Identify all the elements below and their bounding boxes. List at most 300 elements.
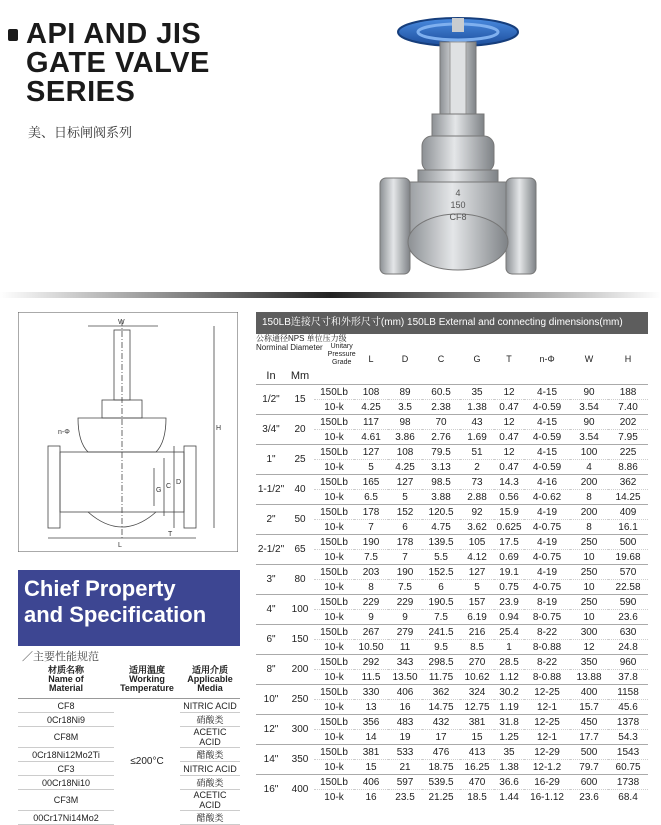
- dim-cell: 14: [354, 730, 388, 745]
- table-row: [256, 400, 648, 415]
- dim-cell: 4-15: [524, 415, 570, 430]
- dim-cell: 16.1: [608, 520, 648, 535]
- dim-cell: 10-k: [314, 490, 354, 505]
- dim-cell: 4-16: [524, 475, 570, 490]
- label-t: T: [168, 531, 173, 538]
- dim-cell: 5.5: [422, 550, 460, 565]
- dim-cell: 68.4: [608, 790, 648, 805]
- dim-cell: 12-25: [524, 685, 570, 700]
- dim-cell: 229: [354, 595, 388, 610]
- dim-cell: 3.62: [460, 520, 494, 535]
- dim-cell: 25.4: [494, 625, 524, 640]
- dim-cell: 4-0.59: [524, 460, 570, 475]
- material-cell: 00Cr18Ni10: [18, 776, 114, 790]
- dim-cell: 2: [460, 460, 494, 475]
- dim-cell: 1.19: [494, 700, 524, 715]
- table-row: [256, 460, 648, 475]
- material-cell: 00Cr17Ni14Mo2: [18, 811, 114, 825]
- dim-cell: 10-k: [314, 610, 354, 625]
- dim-cell: 4.25: [354, 400, 388, 415]
- dim-cell: 4.75: [422, 520, 460, 535]
- dim-cell: 6: [388, 520, 422, 535]
- dim-cell: 117: [354, 415, 388, 430]
- dim-cell: 105: [460, 535, 494, 550]
- dim-cell: 150Lb: [314, 505, 354, 520]
- dim-cell: 8: [570, 490, 608, 505]
- dim-cell: 381: [460, 715, 494, 730]
- dim-cell: 8: [570, 520, 608, 535]
- dim-cell: 432: [422, 715, 460, 730]
- table-row: [256, 535, 648, 550]
- dim-cell: 4.61: [354, 430, 388, 445]
- dim-cell: 597: [388, 775, 422, 790]
- dim-cell: 10-k: [314, 430, 354, 445]
- size-mm-cell: 250: [286, 685, 314, 715]
- dim-cell: 10: [570, 550, 608, 565]
- dim-cell: 1.44: [494, 790, 524, 805]
- dim-cell: 4-19: [524, 565, 570, 580]
- dim-cell: 30.2: [494, 685, 524, 700]
- col-header: W: [584, 354, 594, 364]
- material-cell: 0Cr18Ni9: [18, 713, 114, 727]
- dim-cell: 0.69: [494, 550, 524, 565]
- table-row: [256, 700, 648, 715]
- dim-cell: 10.50: [354, 640, 388, 655]
- table-row: [256, 775, 648, 790]
- dim-cell: 10-k: [314, 790, 354, 805]
- dim-cell: 23.5: [388, 790, 422, 805]
- dim-cell: 0.56: [494, 490, 524, 505]
- dim-cell: 150Lb: [314, 715, 354, 730]
- table-row: [256, 715, 648, 730]
- dim-cell: 1738: [608, 775, 648, 790]
- dim-cell: 150Lb: [314, 415, 354, 430]
- dim-cell: 17.7: [570, 730, 608, 745]
- dim-cell: 6.5: [354, 490, 388, 505]
- dim-cell: 18.5: [460, 790, 494, 805]
- size-mm-cell: 80: [286, 565, 314, 595]
- dim-cell: 13.50: [388, 670, 422, 685]
- dim-cell: 178: [388, 535, 422, 550]
- dim-cell: 3.13: [422, 460, 460, 475]
- media-cell: NITRIC ACID: [180, 699, 240, 713]
- dim-cell: 3.5: [388, 400, 422, 415]
- table-row: [256, 475, 648, 490]
- material-cell: CF3M: [18, 790, 114, 811]
- dim-cell: 12: [494, 415, 524, 430]
- dim-cell: 5: [388, 490, 422, 505]
- dim-cell: 330: [354, 685, 388, 700]
- table-row: [256, 445, 648, 460]
- chief-property-title: [24, 576, 244, 628]
- dim-cell: 21.25: [422, 790, 460, 805]
- dim-cell: 1.38: [494, 760, 524, 775]
- table-row: [256, 745, 648, 760]
- dim-cell: 21: [388, 760, 422, 775]
- table-row: [256, 550, 648, 565]
- dim-cell: 10-k: [314, 550, 354, 565]
- dim-cell: 23.9: [494, 595, 524, 610]
- size-in-cell: 1/2": [256, 385, 286, 415]
- table-row: [256, 655, 648, 670]
- dim-cell: 10-k: [314, 580, 354, 595]
- dim-cell: 279: [388, 625, 422, 640]
- dim-cell: 17.5: [494, 535, 524, 550]
- table-row: [256, 415, 648, 430]
- dim-cell: 150Lb: [314, 595, 354, 610]
- dim-cell: 6: [422, 580, 460, 595]
- dim-cell: 10-k: [314, 460, 354, 475]
- media-cell: 硝酸类: [180, 776, 240, 790]
- dim-cell: 7.5: [422, 610, 460, 625]
- dim-cell: 10-k: [314, 400, 354, 415]
- spec-header-row: [18, 660, 240, 699]
- dim-cell: 8-0.88: [524, 640, 570, 655]
- material-cell: CF3: [18, 762, 114, 776]
- page-subtitle: 美、日标闸阀系列: [28, 125, 133, 140]
- dim-cell: 4: [570, 460, 608, 475]
- dim-cell: 10-k: [314, 760, 354, 775]
- dim-cell: 150Lb: [314, 775, 354, 790]
- dim-cell: 60.5: [422, 385, 460, 400]
- dim-cell: 190.5: [422, 595, 460, 610]
- dim-cell: 4-0.75: [524, 550, 570, 565]
- dim-cell: 500: [608, 535, 648, 550]
- dim-cell: 10: [570, 580, 608, 595]
- dim-cell: 108: [388, 445, 422, 460]
- dim-cell: 152: [388, 505, 422, 520]
- media-cell: ACETIC ACID: [180, 790, 240, 811]
- dim-cell: 37.8: [608, 670, 648, 685]
- table-row: [256, 505, 648, 520]
- dim-cell: 362: [608, 475, 648, 490]
- dim-cell: 409: [608, 505, 648, 520]
- table-row: [256, 385, 648, 400]
- dim-cell: 3.86: [388, 430, 422, 445]
- dim-cell: 350: [570, 655, 608, 670]
- col-temperature: 适用温度 Working Temperature: [114, 660, 180, 699]
- size-mm-cell: 100: [286, 595, 314, 625]
- dim-cell: 267: [354, 625, 388, 640]
- dim-cell: 4-19: [524, 505, 570, 520]
- dim-cell: 36.6: [494, 775, 524, 790]
- dim-cell: 202: [608, 415, 648, 430]
- label-l: L: [118, 542, 122, 549]
- dim-cell: 4-0.59: [524, 400, 570, 415]
- dim-cell: 250: [570, 535, 608, 550]
- size-in-cell: 12": [256, 715, 286, 745]
- col-header: H: [624, 354, 632, 364]
- dim-cell: 152.5: [422, 565, 460, 580]
- dim-cell: 4-15: [524, 385, 570, 400]
- dim-cell: 54.3: [608, 730, 648, 745]
- dim-cell: 9: [388, 610, 422, 625]
- dim-cell: 203: [354, 565, 388, 580]
- dim-cell: 92: [460, 505, 494, 520]
- technical-drawing: [18, 312, 238, 552]
- dim-cell: 150Lb: [314, 445, 354, 460]
- nominal-diameter-header: 公称通径NPS 单位压力级 Norminal Diameter Unitary Pressure Grade: [256, 334, 356, 366]
- dim-cell: 14.75: [422, 700, 460, 715]
- dimensions-title: 150LB连接尺寸和外形尺寸(mm) 150LB External and connecting dimensions(mm): [256, 312, 648, 334]
- col-header: C: [437, 354, 445, 364]
- dim-cell: 10-k: [314, 670, 354, 685]
- size-mm-cell: 50: [286, 505, 314, 535]
- dim-cell: 4.12: [460, 550, 494, 565]
- dim-cell: 1158: [608, 685, 648, 700]
- dim-cell: 13.88: [570, 670, 608, 685]
- dims-header-row: [256, 334, 648, 367]
- dim-cell: 2.88: [460, 490, 494, 505]
- dim-cell: 89: [388, 385, 422, 400]
- dim-cell: 1543: [608, 745, 648, 760]
- dim-cell: 108: [354, 385, 388, 400]
- chief-property-subtitle: ／主要性能规范: [22, 651, 99, 663]
- dim-cell: 4-0.62: [524, 490, 570, 505]
- dim-cell: 1.38: [460, 400, 494, 415]
- valve-marking-class: 150: [450, 200, 466, 210]
- dim-cell: 31.8: [494, 715, 524, 730]
- dim-cell: 4-15: [524, 445, 570, 460]
- dim-cell: 381: [354, 745, 388, 760]
- dim-cell: 0.75: [494, 580, 524, 595]
- dim-cell: 8-22: [524, 625, 570, 640]
- dim-cell: 483: [388, 715, 422, 730]
- col-header: G: [473, 354, 481, 364]
- dim-cell: 1.12: [494, 670, 524, 685]
- chief-property-title-line-1: Chief Property: [24, 576, 176, 601]
- dim-cell: 19: [388, 730, 422, 745]
- dim-cell: 10-k: [314, 520, 354, 535]
- dim-cell: 4-19: [524, 535, 570, 550]
- dim-cell: 165: [354, 475, 388, 490]
- dim-cell: 45.6: [608, 700, 648, 715]
- dim-cell: 4-0.59: [524, 430, 570, 445]
- dim-cell: 19.1: [494, 565, 524, 580]
- dim-cell: 9: [354, 610, 388, 625]
- title-line-3: SERIES: [26, 76, 136, 108]
- label-g: G: [156, 487, 162, 494]
- dim-cell: 15: [354, 760, 388, 775]
- dim-cell: 8-0.75: [524, 610, 570, 625]
- dim-cell: 79.7: [570, 760, 608, 775]
- dim-cell: 2.76: [422, 430, 460, 445]
- table-row: [256, 430, 648, 445]
- in-header: In: [266, 369, 276, 382]
- dim-cell: 500: [570, 745, 608, 760]
- dim-cell: 0.47: [494, 430, 524, 445]
- dim-cell: 250: [570, 595, 608, 610]
- dim-cell: 1.25: [494, 730, 524, 745]
- title-line-2: GATE VALVE: [26, 47, 210, 79]
- dim-cell: 150Lb: [314, 655, 354, 670]
- dim-cell: 229: [388, 595, 422, 610]
- dim-cell: 12: [570, 640, 608, 655]
- dim-cell: 15.7: [570, 700, 608, 715]
- dim-cell: 16: [388, 700, 422, 715]
- col-header: T: [506, 354, 512, 364]
- size-in-cell: 8": [256, 655, 286, 685]
- size-in-cell: 10": [256, 685, 286, 715]
- valve-marking-material: CF8: [449, 212, 467, 222]
- dim-cell: 11.75: [422, 670, 460, 685]
- dim-cell: 324: [460, 685, 494, 700]
- dim-cell: 4-0.75: [524, 520, 570, 535]
- dim-cell: 127: [354, 445, 388, 460]
- dim-cell: 8: [354, 580, 388, 595]
- table-row: [256, 580, 648, 595]
- dim-cell: 98: [388, 415, 422, 430]
- label-c: C: [166, 483, 172, 490]
- dim-cell: 3.88: [422, 490, 460, 505]
- dim-cell: 190: [388, 565, 422, 580]
- page-title: [26, 20, 266, 107]
- dim-cell: 476: [422, 745, 460, 760]
- dim-cell: 19.68: [608, 550, 648, 565]
- dim-cell: 2.38: [422, 400, 460, 415]
- dim-cell: 23.6: [570, 790, 608, 805]
- dim-cell: 10.62: [460, 670, 494, 685]
- dim-cell: 11.5: [354, 670, 388, 685]
- dim-cell: 200: [570, 505, 608, 520]
- table-row: [256, 490, 648, 505]
- dim-cell: 15.9: [494, 505, 524, 520]
- dim-cell: 343: [388, 655, 422, 670]
- dim-cell: 190: [354, 535, 388, 550]
- dim-cell: 10-k: [314, 700, 354, 715]
- dim-cell: 8-0.88: [524, 670, 570, 685]
- dim-cell: 43: [460, 415, 494, 430]
- dim-cell: 127: [388, 475, 422, 490]
- dim-cell: 6.19: [460, 610, 494, 625]
- dim-cell: 11: [388, 640, 422, 655]
- dim-cell: 570: [608, 565, 648, 580]
- dim-cell: 533: [388, 745, 422, 760]
- size-mm-cell: 300: [286, 715, 314, 745]
- dim-cell: 16: [354, 790, 388, 805]
- dim-cell: 35: [460, 385, 494, 400]
- dim-cell: 90: [570, 385, 608, 400]
- dim-cell: 51: [460, 445, 494, 460]
- dim-cell: 241.5: [422, 625, 460, 640]
- table-row: [256, 595, 648, 610]
- size-in-cell: 16": [256, 775, 286, 805]
- dim-cell: 150Lb: [314, 565, 354, 580]
- dim-cell: 17: [422, 730, 460, 745]
- dim-cell: 12: [494, 445, 524, 460]
- dim-cell: 8-19: [524, 595, 570, 610]
- dim-cell: 120.5: [422, 505, 460, 520]
- dim-cell: 8.86: [608, 460, 648, 475]
- dim-cell: 12-25: [524, 715, 570, 730]
- size-mm-cell: 200: [286, 655, 314, 685]
- media-cell: NITRIC ACID: [180, 762, 240, 776]
- dim-cell: 1378: [608, 715, 648, 730]
- dim-cell: 16-29: [524, 775, 570, 790]
- material-cell: 0Cr18Ni12Mo2Ti: [18, 748, 114, 762]
- dim-cell: 150Lb: [314, 745, 354, 760]
- dim-cell: 188: [608, 385, 648, 400]
- dim-cell: 24.8: [608, 640, 648, 655]
- label-d: D: [176, 479, 182, 486]
- gate-valve-photo: [378, 10, 538, 278]
- dim-cell: 18.75: [422, 760, 460, 775]
- valve-marking-size: 4: [455, 188, 461, 198]
- col-material: 材质名称 Name of Material: [18, 660, 114, 699]
- dim-cell: 12: [494, 385, 524, 400]
- size-mm-cell: 15: [286, 385, 314, 415]
- dim-cell: 7: [388, 550, 422, 565]
- table-row: [256, 685, 648, 700]
- dim-cell: 7: [354, 520, 388, 535]
- dim-cell: 356: [354, 715, 388, 730]
- label-h: H: [216, 425, 222, 432]
- dim-cell: 0.94: [494, 610, 524, 625]
- chief-property-title-line-2: and Specification: [24, 602, 207, 627]
- dim-cell: 22.58: [608, 580, 648, 595]
- dim-cell: 139.5: [422, 535, 460, 550]
- size-in-cell: 1-1/2": [256, 475, 286, 505]
- col-media: 适用介质 Applicable Media: [180, 660, 240, 699]
- size-mm-cell: 20: [286, 415, 314, 445]
- dim-cell: 4.25: [388, 460, 422, 475]
- size-in-cell: 3": [256, 565, 286, 595]
- dim-cell: 5: [460, 580, 494, 595]
- dim-cell: 150Lb: [314, 475, 354, 490]
- dim-cell: 470: [460, 775, 494, 790]
- dim-cell: 23.6: [608, 610, 648, 625]
- dim-cell: 13: [354, 700, 388, 715]
- dim-cell: 450: [570, 715, 608, 730]
- dim-cell: 298.5: [422, 655, 460, 670]
- spec-table: [18, 660, 240, 825]
- dim-cell: 100: [570, 445, 608, 460]
- dim-cell: 127: [460, 565, 494, 580]
- dim-cell: 0.625: [494, 520, 524, 535]
- dim-cell: 292: [354, 655, 388, 670]
- dim-cell: 300: [570, 625, 608, 640]
- size-in-cell: 6": [256, 625, 286, 655]
- dim-cell: 60.75: [608, 760, 648, 775]
- dim-cell: 16.25: [460, 760, 494, 775]
- table-row: [256, 670, 648, 685]
- dim-cell: 98.5: [422, 475, 460, 490]
- dim-cell: 15: [460, 730, 494, 745]
- dim-cell: 14.3: [494, 475, 524, 490]
- size-in-cell: 3/4": [256, 415, 286, 445]
- table-row: [256, 640, 648, 655]
- size-in-cell: 2": [256, 505, 286, 535]
- label-w: W: [118, 319, 125, 326]
- dim-cell: 406: [388, 685, 422, 700]
- size-in-cell: 1": [256, 445, 286, 475]
- dim-cell: 9.5: [422, 640, 460, 655]
- dim-cell: 79.5: [422, 445, 460, 460]
- media-cell: ACETIC ACID: [180, 727, 240, 748]
- dim-cell: 7.5: [354, 550, 388, 565]
- size-mm-cell: 400: [286, 775, 314, 805]
- dim-cell: 7.40: [608, 400, 648, 415]
- dim-cell: 178: [354, 505, 388, 520]
- size-in-cell: 4": [256, 595, 286, 625]
- table-row: [256, 565, 648, 580]
- mm-header: Mm: [290, 369, 310, 382]
- table-row: [18, 699, 240, 713]
- title-bullet: [8, 29, 18, 41]
- dim-cell: 1: [494, 640, 524, 655]
- col-header: n-Φ: [539, 354, 555, 364]
- dim-cell: 10-k: [314, 730, 354, 745]
